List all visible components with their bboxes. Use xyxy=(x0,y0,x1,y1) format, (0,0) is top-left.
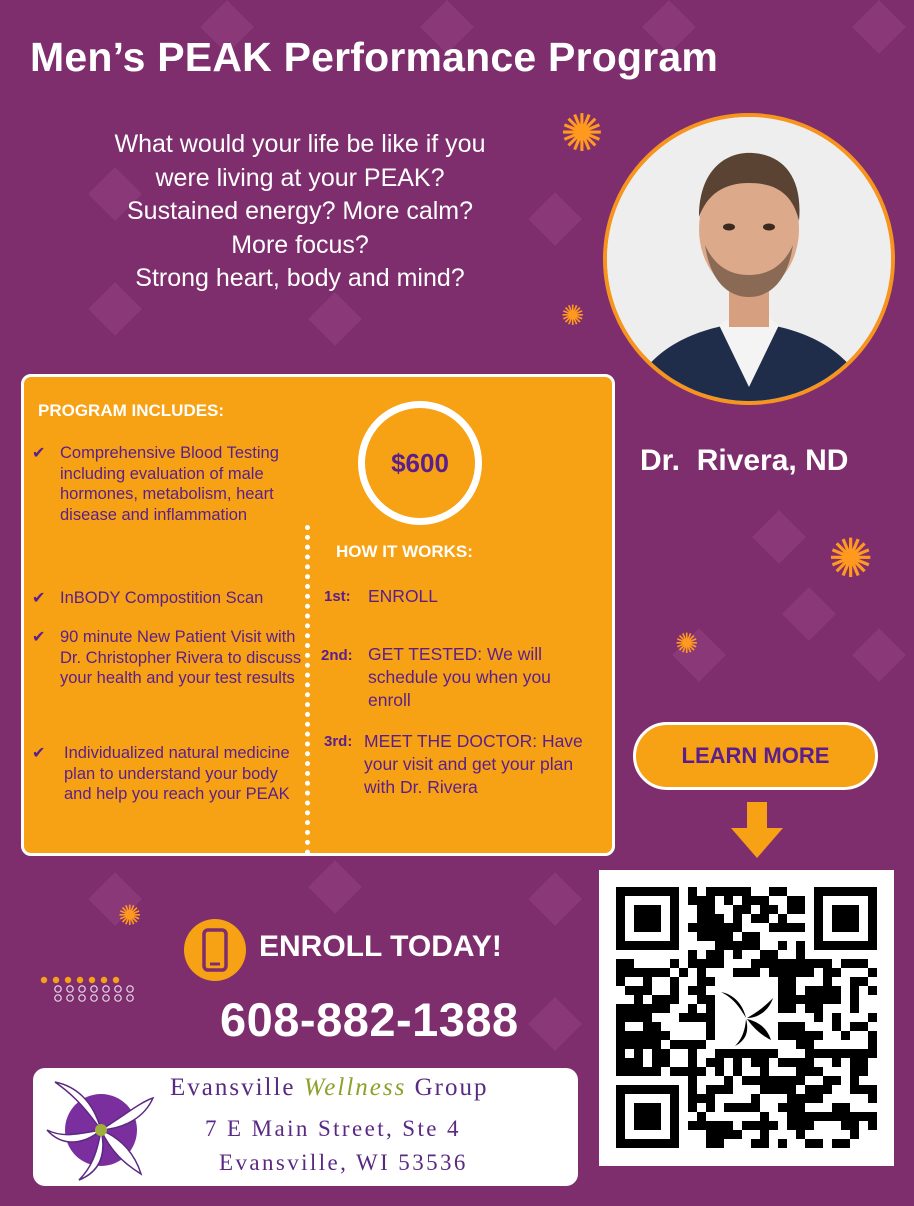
program-item xyxy=(32,588,322,609)
checkmark-icon: ✔ xyxy=(32,627,46,646)
learn-more-button[interactable] xyxy=(633,722,878,790)
program-card xyxy=(21,374,615,856)
step-text: ENROLL xyxy=(368,586,439,606)
clinic-address-line1: 7 E Main Street, Ste 4 xyxy=(205,1116,461,1141)
arrow-down-icon xyxy=(731,802,783,858)
clinic-name xyxy=(170,1074,489,1102)
clinic-name-part: Evansville xyxy=(170,1074,304,1101)
step-number: 3rd: xyxy=(324,733,353,750)
bg-diamond xyxy=(528,997,582,1051)
checkmark-icon: ✔ xyxy=(32,443,46,462)
bg-diamond xyxy=(308,292,362,346)
starburst-icon: ✺ xyxy=(675,627,699,660)
starburst-icon: ✺ xyxy=(118,899,142,932)
clinic-name-part: Group xyxy=(406,1074,489,1101)
bg-diamond xyxy=(528,872,582,926)
intro-line: Strong heart, body and mind? xyxy=(135,264,465,292)
program-item xyxy=(32,627,308,689)
how-it-works-heading: HOW IT WORKS: xyxy=(336,542,473,561)
intro-text xyxy=(40,128,560,296)
starburst-icon: ✺ xyxy=(828,527,874,590)
program-item-text: Comprehensive Blood Testing including evaluation of male hormones, metabolism, heart disease and inflammation xyxy=(60,444,279,524)
dotted-divider xyxy=(305,525,310,855)
checkmark-icon: ✔ xyxy=(32,588,46,607)
doctor-photo xyxy=(603,113,895,405)
enroll-today-label: ENROLL TODAY! xyxy=(259,930,502,963)
program-item-text: Individualized natural medicine plan to understand your body and help you reach your PEAK xyxy=(64,744,290,803)
clinic-address-line2: Evansville, WI 53536 xyxy=(219,1150,468,1175)
bg-diamond xyxy=(852,0,906,54)
clinic-logo-icon xyxy=(41,1072,161,1184)
clinic-name-part: Wellness xyxy=(303,1074,407,1101)
phone-badge xyxy=(184,919,246,981)
intro-line: Sustained energy? More calm? xyxy=(126,197,474,225)
program-item-text: 90 minute New Patient Visit with Dr. Christopher Rivera to discuss your health and your test results xyxy=(60,628,302,687)
program-includes-heading: PROGRAM INCLUDES: xyxy=(38,401,225,420)
starburst-icon: ✺ xyxy=(561,299,585,332)
step-text: GET TESTED: We will schedule you when you enroll xyxy=(368,644,551,710)
step-number: 1st: xyxy=(324,588,351,605)
program-item xyxy=(32,443,308,525)
learn-more-label: LEARN MORE xyxy=(681,743,830,768)
bg-diamond xyxy=(782,587,836,641)
decorative-dots xyxy=(40,976,140,1006)
intro-line: were living at your PEAK? xyxy=(155,163,445,192)
step-text: MEET THE DOCTOR: Have your visit and get your plan with Dr. Rivera xyxy=(364,731,583,797)
phone-number[interactable]: 608-882-1388 xyxy=(220,993,519,1046)
starburst-icon: ✺ xyxy=(560,104,604,164)
smartphone-icon xyxy=(184,919,246,981)
price-value: $600 xyxy=(391,447,449,478)
bg-diamond xyxy=(308,860,362,914)
intro-line: More focus? xyxy=(231,230,369,259)
program-item-text: InBODY Compostition Scan xyxy=(60,589,264,607)
price-badge xyxy=(358,401,482,525)
qr-code[interactable] xyxy=(599,870,894,1166)
clinic-logo-card xyxy=(33,1068,578,1186)
doctor-portrait-icon xyxy=(607,117,891,401)
intro-line: What would your life be like if you xyxy=(114,130,486,158)
bg-diamond xyxy=(752,510,806,564)
qr-code-icon xyxy=(599,870,894,1166)
doctor-name: Dr. Rivera, ND xyxy=(640,444,849,477)
page-title: Men’s PEAK Performance Program xyxy=(30,34,719,80)
bg-diamond xyxy=(852,628,906,682)
step-number: 2nd: xyxy=(321,647,353,664)
program-item xyxy=(32,743,308,805)
checkmark-icon: ✔ xyxy=(32,743,46,762)
